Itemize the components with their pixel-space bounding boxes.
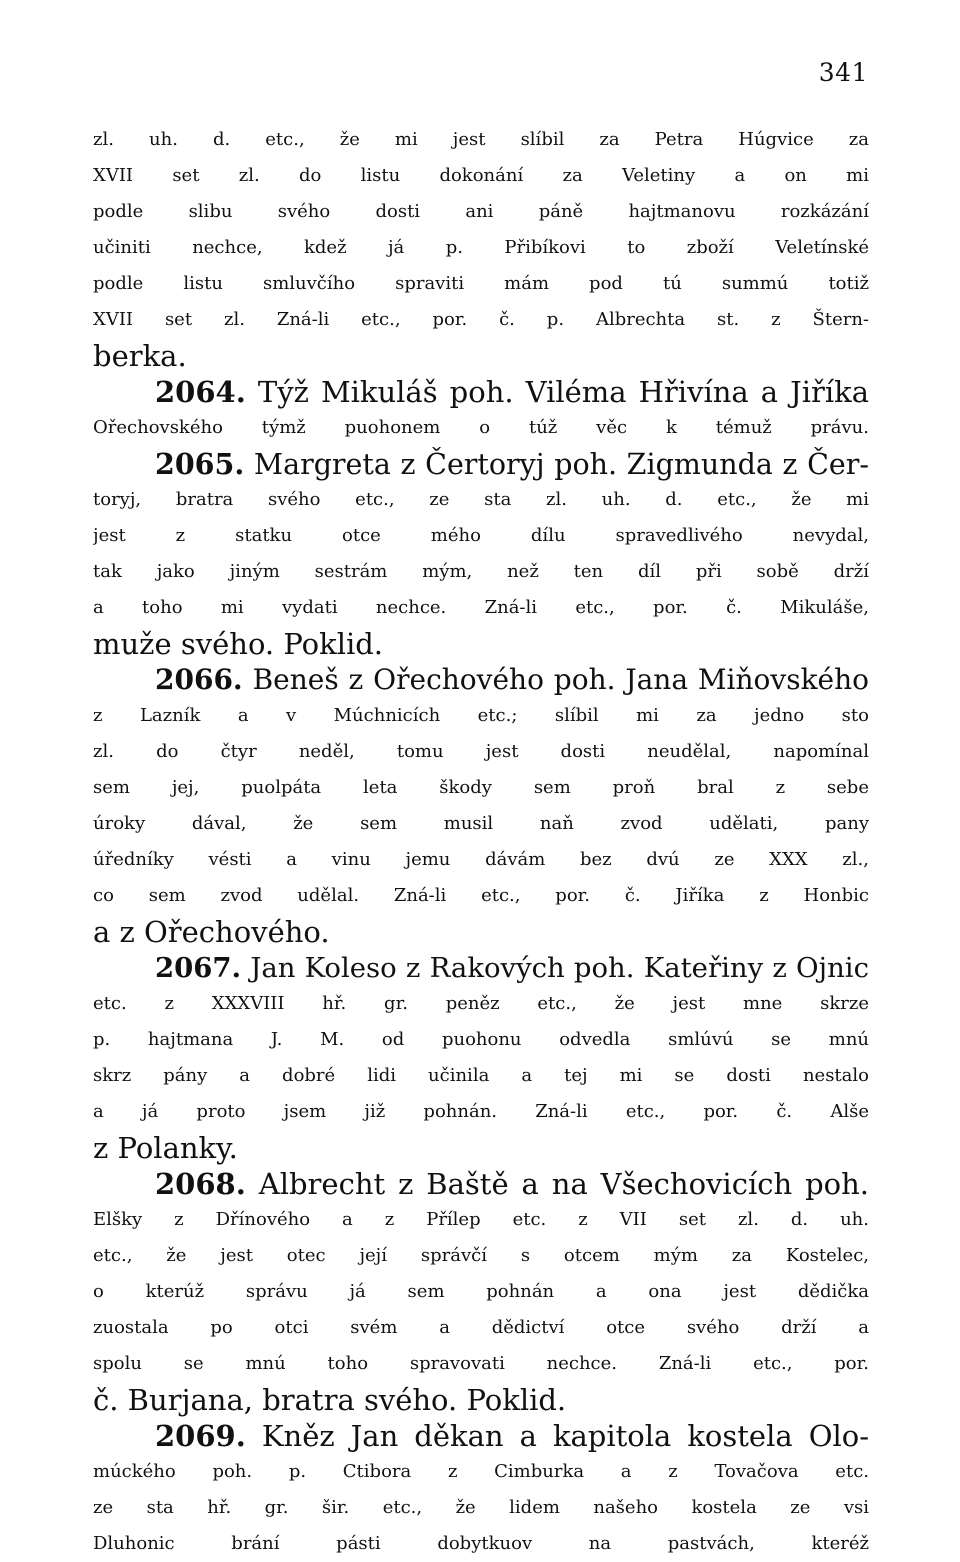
line-text: z Lazník a v Múchnicích etc.; slíbil mi za jedno sto [93,705,869,726]
line-text: Beneš z Ořechového poh. Jana Miňovského [252,663,869,696]
line-text: etc., že jest otec její správčí s otcem mým za Kostelec, [93,1245,869,1266]
line-text: muže svého. Poklid. [93,627,384,661]
line-text: úředníky vésti a vinu jemu dávám bez dvú ze XXX zl., [93,849,869,870]
line-text: podle listu smluvčího spraviti mám pod tú summú totiž [93,273,869,294]
text-line [93,554,869,590]
text-line [93,518,869,554]
text-line [93,914,869,950]
entry-number: 2065. [155,447,245,481]
text-line [93,1130,869,1166]
line-text: Margreta z Čertoryj poh. Zigmunda z Čer- [253,448,869,481]
entry-first-line [93,950,869,986]
line-text: učiniti nechce, kdež já p. Přibíkovi to zboží Veletínské [93,237,869,258]
line-text: Ořechovského týmž puohonem o túž věc k témuž právu. [93,417,869,438]
text-line [93,878,869,914]
line-text: toryj, bratra svého etc., ze sta zl. uh. d. etc., že mi [93,489,869,510]
body-text [93,122,869,1562]
line-text: múckého poh. p. Ctibora z Cimburka a z Tovačova etc. [93,1461,869,1482]
text-line [93,1454,869,1490]
line-text: a já proto jsem již pohnán. Zná-li etc., por. č. Alše [93,1101,869,1122]
entry-first-line [93,1418,869,1454]
text-line [93,230,869,266]
text-line [93,734,869,770]
text-line [93,410,869,446]
line-text: podle slibu svého dosti ani páně hajtmanovu rozkázání [93,201,869,222]
line-text: a z Ořechového. [93,915,330,949]
line-text: XVII set zl. Zná-li etc., por. č. p. Albrechta st. z Štern- [93,309,869,330]
line-text: č. Burjana, bratra svého. Poklid. [93,1383,567,1417]
text-line [93,1490,869,1526]
line-text: XVII set zl. do listu dokonání za Veletiny a on mi [93,165,869,186]
text-line [93,338,869,374]
entry-first-line [93,446,869,482]
text-line [93,770,869,806]
text-line [93,194,869,230]
entry-first-line [93,662,869,698]
line-text: spolu se mnú toho spravovati nechce. Zná-li etc., por. [93,1353,869,1374]
line-text: z Polanky. [93,1131,238,1165]
line-text: úroky dával, že sem musil naň zvod udělati, pany [93,813,869,834]
line-text: ze sta hř. gr. šir. etc., že lidem našeho kostela ze vsi [93,1497,869,1518]
line-text: skrz pány a dobré lidi učinila a tej mi se dosti nestalo [93,1065,869,1086]
line-text: zl. uh. d. etc., že mi jest slíbil za Petra Húgvice za [93,129,869,150]
text-line [93,266,869,302]
line-text: zl. do čtyr neděl, tomu jest dosti neudělal, napomínal [93,741,869,762]
text-line [93,1274,869,1310]
text-line [93,1526,869,1562]
line-text: zuostala po otci svém a dědictví otce svého drží a [93,1317,869,1338]
line-text: jest z statku otce mého dílu spravedlivého nevydal, [93,525,869,546]
entry-first-line [93,374,869,410]
entry-number: 2067. [155,952,242,984]
line-text: sem jej, puolpáta leta škody sem proň bral z sebe [93,777,869,798]
text-line [93,1202,869,1238]
line-text: o kterúž správu já sem pohnán a ona jest dědička [93,1281,869,1302]
text-line [93,806,869,842]
text-line [93,302,869,338]
text-line [93,1238,869,1274]
text-line [93,1022,869,1058]
line-text: a toho mi vydati nechce. Zná-li etc., por. č. Mikuláše, [93,597,869,618]
line-text: Elšky z Dřínového a z Přílep etc. z VII set zl. d. uh. [93,1209,869,1230]
line-text: etc. z XXXVIII hř. gr. peněz etc., že jest mne skrze [93,993,869,1014]
text-line [93,1310,869,1346]
line-text: Albrecht z Baště a na Všechovicích poh. [258,1167,869,1201]
entry-number: 2064. [155,375,246,409]
line-text: Kněz Jan děkan a kapitola kostela Olo- [261,1419,869,1453]
text-line [93,482,869,518]
text-line [93,1094,869,1130]
line-text: Jan Koleso z Rakových poh. Kateřiny z Ojnic [250,952,869,984]
text-line [93,698,869,734]
text-line [93,626,869,662]
page-number: 341 [818,58,868,87]
line-text: Dluhonic brání pásti dobytkuov na pastvách, kteréž [93,1533,869,1554]
text-line [93,1346,869,1382]
text-line [93,122,869,158]
entry-number: 2068. [155,1167,246,1201]
text-line [93,1382,869,1418]
text-line [93,590,869,626]
text-line [93,842,869,878]
text-line [93,986,869,1022]
text-line [93,158,869,194]
line-text: p. hajtmana J. M. od puohonu odvedla smlúvú se mnú [93,1029,869,1050]
text-line [93,1058,869,1094]
line-text: co sem zvod udělal. Zná-li etc., por. č. Jiříka z Honbic [93,885,869,906]
entry-number: 2066. [155,663,243,696]
line-text: berka. [93,339,187,373]
entry-number: 2069. [155,1419,246,1453]
line-text: tak jako jiným sestrám mým, než ten díl při sobě drží [93,561,869,582]
entry-first-line [93,1166,869,1202]
line-text: Týž Mikuláš poh. Viléma Hřivína a Jiříka [257,375,869,409]
